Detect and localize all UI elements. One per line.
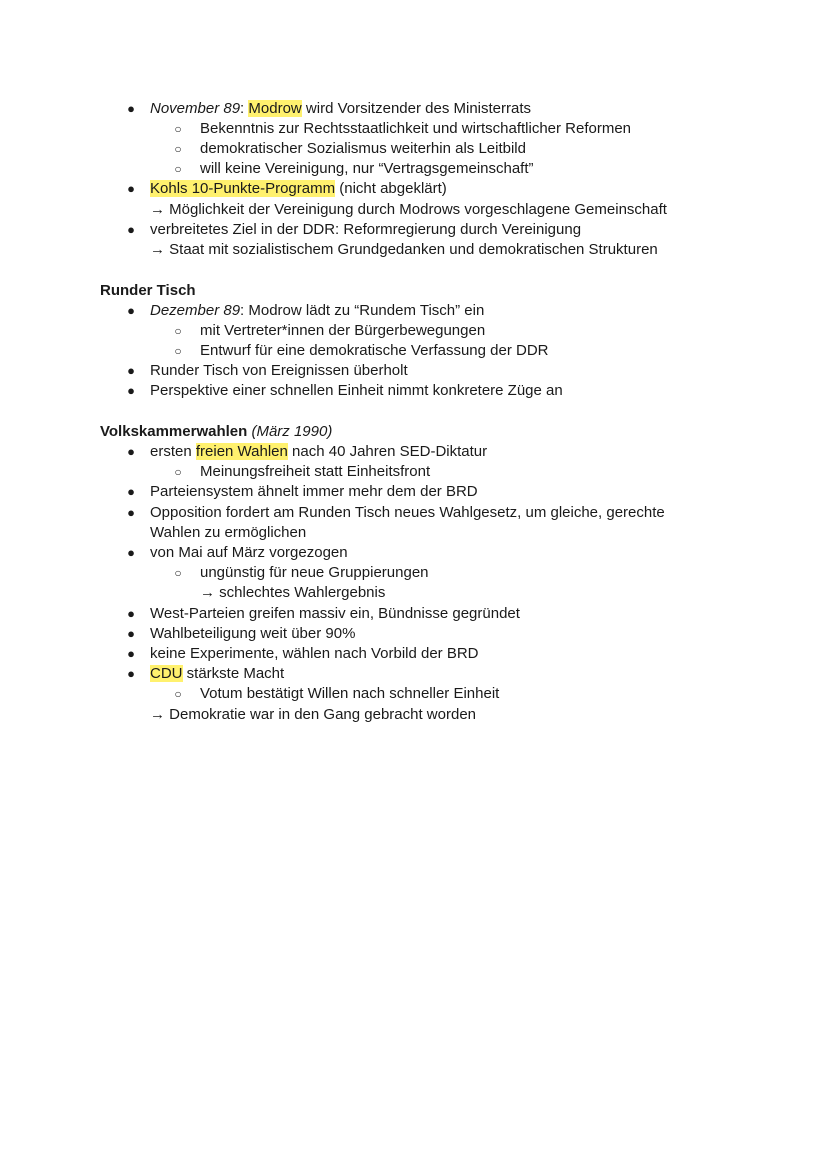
text-rest: wird Vorsitzender des Ministerrats [301, 100, 531, 117]
sub-bullet: ○ [174, 122, 182, 136]
sub-list-item-text: Bekenntnis zur Rechtsstaatlichkeit und wirtschaftlicher Reformen [200, 120, 632, 137]
sub-bullet: ○ [174, 465, 182, 479]
sub-list-item-text: mit Vertreter*innen der Bürgerbewegungen [200, 322, 486, 339]
sub-bullet: ○ [174, 687, 182, 701]
arrow-text: → Staat mit sozialistischem Grundgedanken und demokratischen Strukturen [150, 241, 658, 258]
list-item-text: Parteiensystem ähnelt immer mehr dem der BRD [150, 483, 478, 500]
bullet: ● [127, 545, 135, 560]
sub-list-item-text: Votum bestätigt Willen nach schneller Einheit [200, 685, 500, 702]
bullet: ● [127, 646, 135, 661]
bullet: ● [127, 626, 135, 641]
sub-list-item-text: will keine Vereinigung, nur “Vertragsgemeinschaft” [200, 160, 534, 177]
list-item-text [150, 301, 484, 321]
arrow-text: → schlechtes Wahlergebnis [200, 584, 386, 601]
list-item-text [150, 442, 487, 462]
list-item-text: Perspektive einer schnellen Einheit nimmt konkretere Züge an [150, 382, 563, 399]
list-item-text [150, 664, 284, 684]
sub-list-item-text: Entwurf für eine demokratische Verfassung der DDR [200, 342, 549, 359]
list-item-text: keine Experimente, wählen nach Vorbild der BRD [150, 645, 479, 662]
highlight-kohls-programm: Kohls 10-Punkte-Programm [150, 180, 336, 197]
text-rest: stärkste Macht [182, 665, 285, 682]
separator: : [240, 100, 249, 117]
sub-bullet: ○ [174, 566, 182, 580]
bullet: ● [127, 101, 135, 116]
list-item-text: verbreitetes Ziel in der DDR: Reformregierung durch Vereinigung [150, 221, 582, 238]
text-pre: ersten [150, 443, 196, 460]
text-rest: (nicht abgeklärt) [335, 180, 447, 197]
sub-bullet: ○ [174, 324, 182, 338]
highlight-freie-wahlen: freien Wahlen [195, 443, 288, 460]
sub-bullet: ○ [174, 142, 182, 156]
bullet: ● [127, 606, 135, 621]
list-item-text [150, 99, 531, 119]
list-item-text: Runder Tisch von Ereignissen überholt [150, 362, 408, 379]
bullet: ● [127, 383, 135, 398]
heading-date: (März 1990) [251, 423, 333, 440]
list-item-text: Opposition fordert am Runden Tisch neues Wahlgesetz, um gleiche, gerechte [150, 504, 665, 521]
text-rest: nach 40 Jahren SED-Diktatur [287, 443, 488, 460]
heading-main: Volkskammerwahlen [100, 423, 248, 440]
bullet: ● [127, 303, 135, 318]
arrow-text: → Demokratie war in den Gang gebracht worden [150, 706, 477, 723]
bullet: ● [127, 484, 135, 499]
highlight-modrow: Modrow [248, 100, 302, 117]
sub-list-item-text: Meinungsfreiheit statt Einheitsfront [200, 463, 431, 480]
bullet: ● [127, 666, 135, 681]
date-text: Dezember 89 [150, 302, 241, 319]
heading-text [100, 422, 332, 442]
bullet: ● [127, 363, 135, 378]
arrow-text: → Möglichkeit der Vereinigung durch Modrows vorgeschlagene Gemeinschaft [150, 201, 667, 218]
sub-list-item-text: ungünstig für neue Gruppierungen [200, 564, 429, 581]
sub-list-item-text: demokratischer Sozialismus weiterhin als Leitbild [200, 140, 526, 157]
bullet: ● [127, 222, 135, 237]
list-item-text: Wahlen zu ermöglichen [150, 524, 307, 541]
list-item-text: von Mai auf März vorgezogen [150, 544, 348, 561]
bullet: ● [127, 444, 135, 459]
sub-bullet: ○ [174, 162, 182, 176]
bullet: ● [127, 505, 135, 520]
sub-bullet: ○ [174, 344, 182, 358]
list-item-text: West-Parteien greifen massiv ein, Bündnisse gegründet [150, 605, 520, 622]
bullet: ● [127, 181, 135, 196]
text-rest: : Modrow lädt zu “Rundem Tisch” ein [240, 302, 485, 319]
highlight-cdu: CDU [150, 665, 183, 682]
date-text: November 89 [150, 100, 241, 117]
list-item-text: Wahlbeteiligung weit über 90% [150, 625, 356, 642]
heading-text: Runder Tisch [100, 282, 196, 299]
list-item-text [150, 179, 447, 199]
